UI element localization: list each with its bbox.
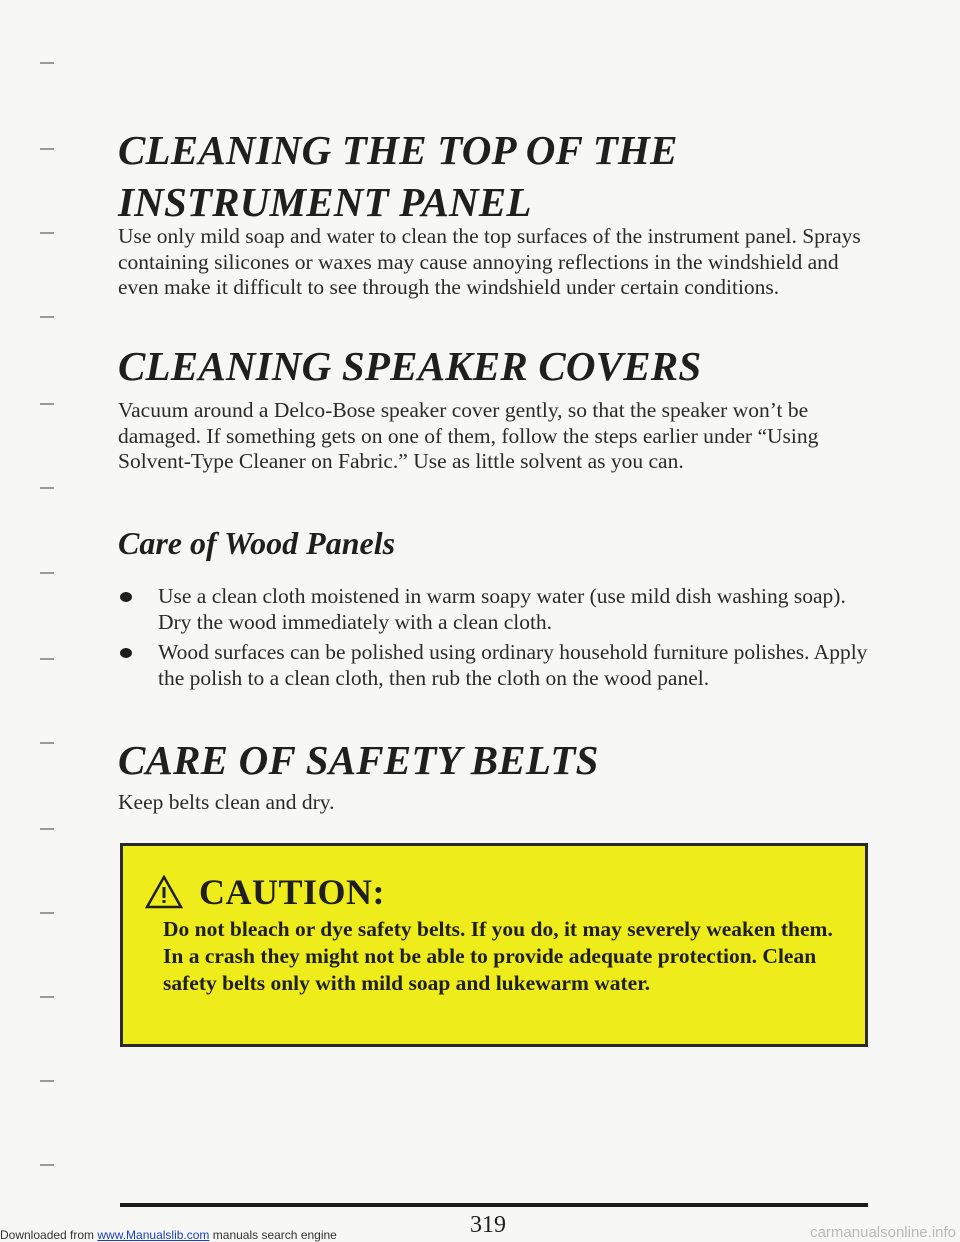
title-line: INSTRUMENT PANEL bbox=[118, 179, 532, 225]
margin-mark bbox=[40, 403, 54, 405]
margin-mark bbox=[40, 996, 54, 998]
footer-rule bbox=[120, 1203, 868, 1207]
margin-mark bbox=[40, 62, 54, 64]
margin-mark bbox=[40, 828, 54, 830]
bullet-icon bbox=[120, 648, 132, 658]
margin-mark bbox=[40, 148, 54, 150]
list-item bbox=[118, 640, 868, 691]
margin-mark bbox=[40, 912, 54, 914]
credit-suffix: manuals search engine bbox=[209, 1228, 337, 1242]
page-number: 319 bbox=[470, 1212, 506, 1238]
manualslib-link[interactable]: www.Manualslib.com bbox=[97, 1228, 210, 1242]
margin-mark bbox=[40, 658, 54, 660]
warning-triangle-icon bbox=[145, 875, 183, 909]
caution-box bbox=[120, 843, 868, 1047]
subsection-title-wood-panels: Care of Wood Panels bbox=[118, 525, 396, 561]
download-credit bbox=[0, 1228, 337, 1242]
margin-mark bbox=[40, 487, 54, 489]
margin-mark bbox=[40, 572, 54, 574]
section-title-instrument-panel bbox=[118, 124, 678, 228]
section-title-safety-belts: CARE OF SAFETY BELTS bbox=[118, 737, 599, 783]
credit-prefix: Downloaded from bbox=[0, 1228, 98, 1242]
caution-text: Do not bleach or dye safety belts. If you do, it may severely weaken them. In a crash they might not be able to provide adequate protection. Clean safety belts only with mild soap and lukewarm water. bbox=[163, 917, 833, 995]
caution-header bbox=[145, 872, 385, 912]
list-item-text: Wood surfaces can be polished using ordinary household furniture polishes. Apply the polish to a clean cloth, then rub the cloth on the wood panel. bbox=[158, 640, 868, 690]
caution-title: CAUTION: bbox=[199, 872, 386, 912]
watermark-text: carmanualsonline.info bbox=[810, 1224, 956, 1241]
title-line: CLEANING THE TOP OF THE bbox=[118, 127, 678, 173]
margin-mark bbox=[40, 742, 54, 744]
section-title-speaker-covers: CLEANING SPEAKER COVERS bbox=[118, 343, 702, 389]
instrument-panel-paragraph: Use only mild soap and water to clean the top surfaces of the instrument panel. Sprays containing silicones or waxes may cause annoying reflections in the windshield and even make it difficult to see through the windshield under certain conditions. bbox=[118, 224, 861, 299]
margin-mark bbox=[40, 232, 54, 234]
safety-belts-paragraph: Keep belts clean and dry. bbox=[118, 790, 335, 814]
list-item-text: Use a clean cloth moistened in warm soapy water (use mild dish washing soap). Dry the wood immediately with a clean cloth. bbox=[158, 584, 846, 634]
margin-mark bbox=[40, 316, 54, 318]
speaker-covers-paragraph: Vacuum around a Delco-Bose speaker cover gently, so that the speaker won’t be damaged. If something gets on one of them, follow the steps earlier under “Using Solvent-Type Cleaner on Fabric.” Use as little solvent as you can. bbox=[118, 398, 819, 473]
margin-mark bbox=[40, 1080, 54, 1082]
margin-mark bbox=[40, 1164, 54, 1166]
list-item bbox=[118, 584, 868, 635]
bullet-icon bbox=[120, 592, 132, 602]
